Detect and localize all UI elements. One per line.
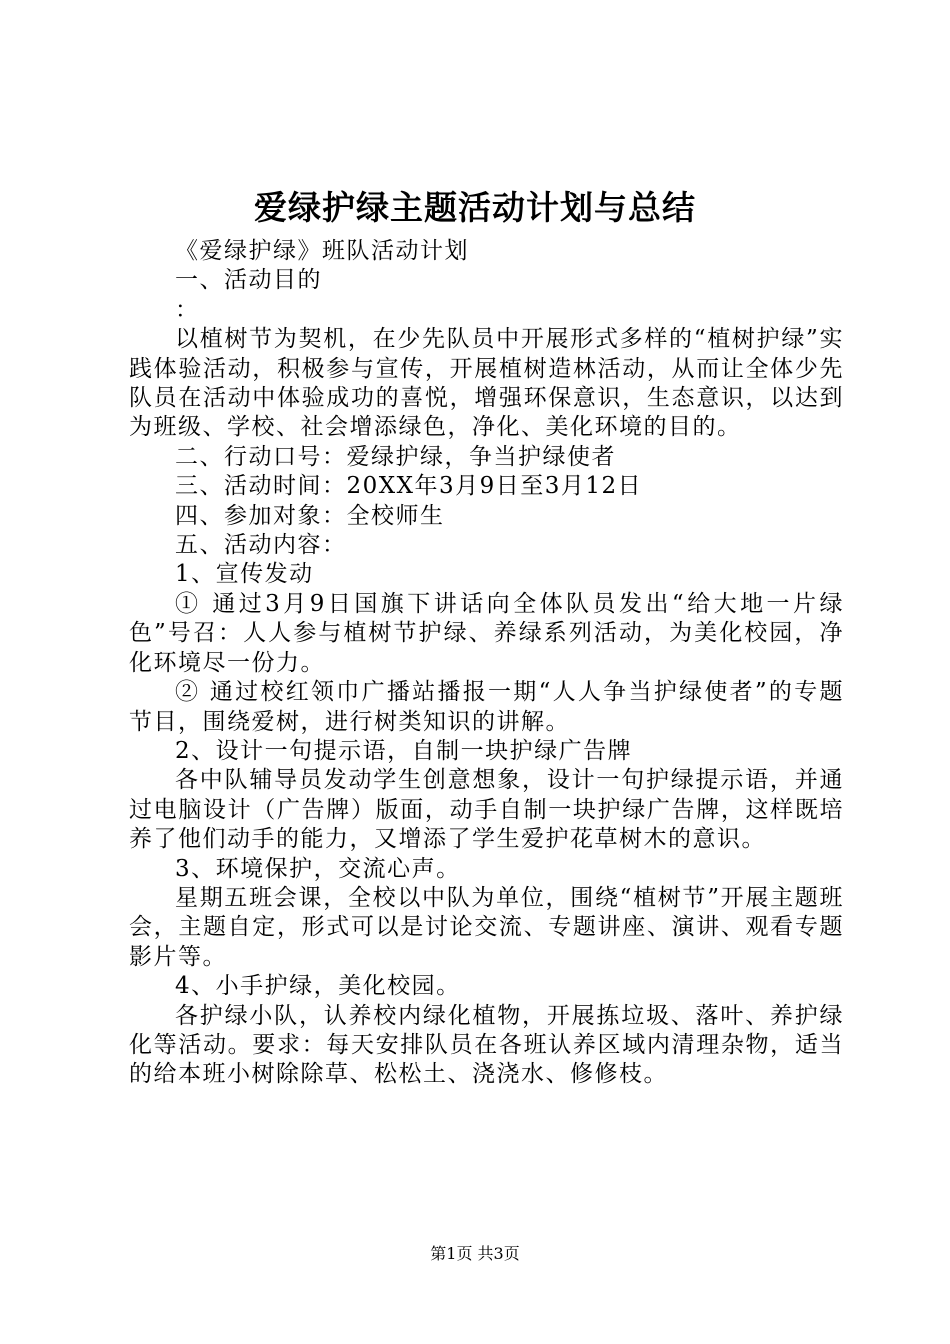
- paragraph-item-2-heading: 2、设计一句提示语，自制一块护绿广告牌: [175, 737, 633, 764]
- paragraph-item-1a: ① 通过3月9日国旗下讲话向全体队员发出“给大地一片绿色”号召：人人参与植树节护绿、养绿系列活动，为美化校园，净化环境尽一份力。: [129, 590, 844, 676]
- paragraph-item-3-heading: 3、环境保护，交流心声。: [175, 855, 461, 882]
- paragraph-item-2-body: 各中队辅导员发动学生创意想象，设计一句护绿提示语，并通过电脑设计（广告牌）版面，动手自制一块护绿广告牌，这样既培养了他们动手的能力，又增添了学生爱护花草树木的意识。: [129, 767, 844, 853]
- paragraph-colon: ：: [175, 296, 200, 323]
- page-number-footer: 第1页 共3页: [430, 1244, 520, 1263]
- paragraph-item-3-body: 星期五班会课，全校以中队为单位，围绕“植树节”开展主题班会，主题自定，形式可以是讨论交流、专题讲座、演讲、观看专题影片等。: [129, 884, 844, 970]
- paragraph-slogan: 二、行动口号：爱绿护绿，争当护绿使者: [175, 443, 616, 470]
- paragraph-item-4-heading: 4、小手护绿，美化校园。: [175, 973, 461, 1000]
- paragraph-item-1-heading: 1、宣传发动: [175, 561, 314, 588]
- paragraph-section-1-heading: 一、活动目的: [175, 267, 322, 294]
- document-body: [129, 237, 844, 1090]
- paragraph-item-4-body: 各护绿小队，认养校内绿化植物，开展拣垃圾、落叶、养护绿化等活动。要求：每天安排队员在各班认养区域内清理杂物，适当的给本班小树除除草、松松土、浇浇水、修修枝。: [129, 1002, 844, 1088]
- paragraph-plan-heading: 《爱绿护绿》班队活动计划: [175, 238, 469, 264]
- paragraph-item-1b: ② 通过校红领巾广播站播报一期“人人争当护绿使者”的专题节目，围绕爱树，进行树类知识的讲解。: [129, 679, 844, 735]
- document-title: 爱绿护绿主题活动计划与总结: [254, 188, 696, 227]
- paragraph-time: 三、活动时间：20XX年3月9日至3月12日: [175, 473, 643, 500]
- paragraph-participants: 四、参加对象：全校师生: [175, 502, 445, 529]
- paragraph-purpose: 以植树节为契机，在少先队员中开展形式多样的“植树护绿”实践体验活动，积极参与宣传，开展植树造林活动，从而让全体少先队员在活动中体验成功的喜悦，增强环保意识，生态意识，以达到为班级、学校、社会增添绿色，净化、美化环境的目的。: [129, 326, 844, 441]
- paragraph-section-5-heading: 五、活动内容：: [175, 532, 347, 559]
